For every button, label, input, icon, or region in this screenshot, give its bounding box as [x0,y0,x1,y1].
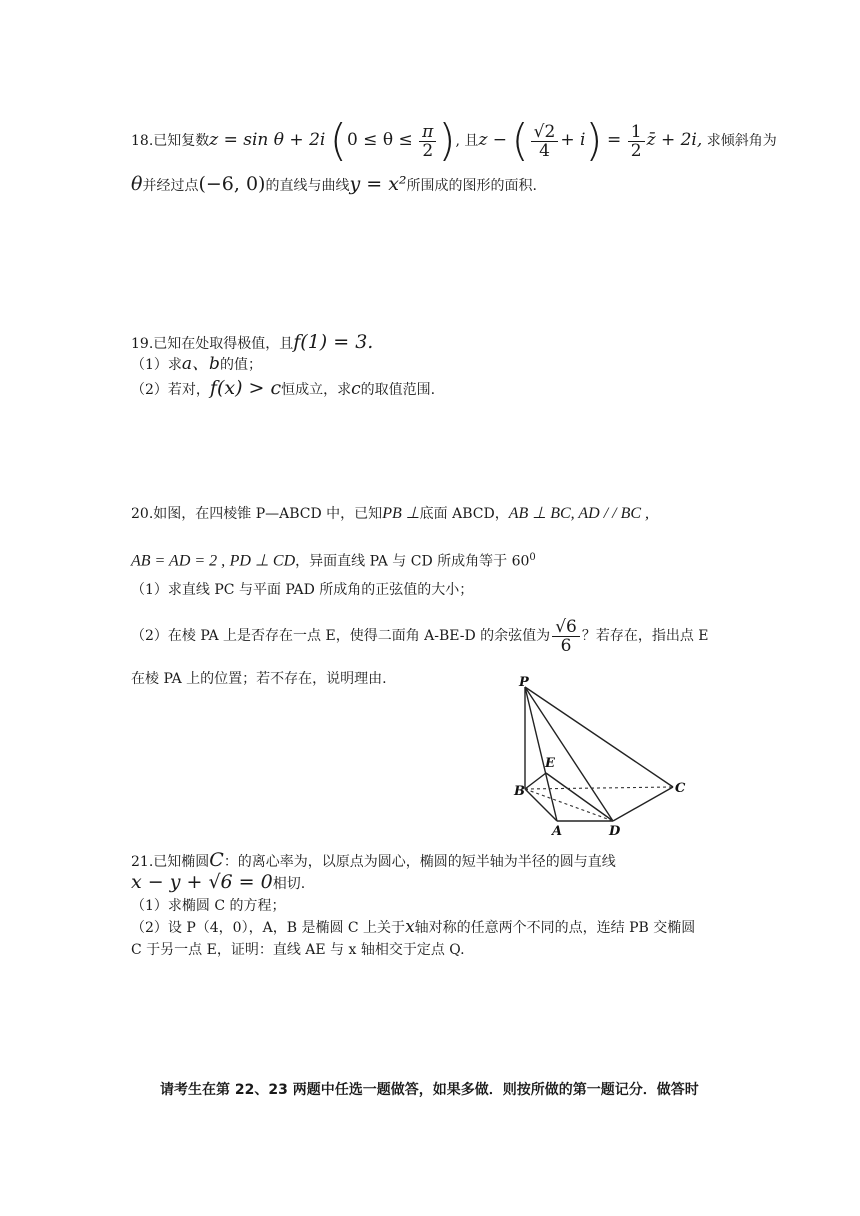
q19-l2-b: 的值； [219,357,262,373]
q21-l2-b: 相切. [272,876,306,892]
q20-pb: PB ⊥ [382,505,420,522]
q19-l3-d: 的取值范围. [360,382,436,398]
notice-text: 请考生在第 22、23 两题中任选一题做答，如果多做．则按所做的第一题记分．做答时 [160,1082,699,1098]
edge-bd-hidden [525,789,613,821]
q20-line-3: （1）求直线 PC 与平面 PAD 所成角的正弦值的大小； [131,582,474,598]
q20-sqrt6-over-6: $\frac{√6}{6}$ [552,618,580,655]
q18-l2-c: 所围成的图形的面积. [406,178,537,194]
q20-l1-b: 底面 ABCD， [419,506,509,522]
q19-line-2 [131,354,262,375]
q21-line-4 [131,917,695,938]
q19-f1: f(1) = 3. [293,331,374,353]
q20-cond: AB ⊥ BC, AD / / BC , [508,505,650,522]
edge-bc-hidden [525,787,673,789]
q21-l4-a: （2）设 P（4，0），A，B 是椭圆 C 上关于 [131,920,406,936]
q18-line-1: 18.已知复数z = sin θ + 2i (0 ≤ θ ≤ $\frac{\pi}{2}$ ), 且z − ( $\frac{√2}{4}$ + i) = $\frac{1}{2}$ z̄ + 2i, 求倾斜角为 [131,115,777,166]
q18-theta: θ [131,173,143,195]
q18-text-c: 求倾斜角为 [706,133,777,149]
q19-l1-a: 19.已知在处取得极值，且 [131,336,294,352]
q18-sqrt2-over-4: $\frac{√2}{4}$ [531,123,559,160]
edge-be [525,773,546,789]
label-e: E [545,756,555,771]
q18-l2-b: 的直线与曲线 [265,178,350,194]
q18-curve: y = x² [349,173,407,195]
edge-dc [613,787,673,821]
q18-l2-a: 并经过点 [142,178,199,194]
q18-point: (−6, 0) [198,173,266,195]
q19-line-3 [131,376,435,400]
label-d: D [609,824,621,839]
q21-l1-a: 21.已知椭圆 [131,854,210,870]
q21-line-5: C 于另一点 E，证明：直线 AE 与 x 轴相交于定点 Q. [131,942,465,958]
q18-plus-i: + i [560,130,586,150]
q19-c: c [351,379,361,399]
q20-l4-a: （2）在棱 PA 上是否存在一点 E，使得二面角 A-BE-D 的余弦值为 [131,628,551,644]
q20-line-1 [131,502,649,526]
q21-line-2 [131,870,305,894]
q18-text-b: , 且 [455,133,479,149]
q20-pd: PD ⊥ CD [229,552,296,570]
edge-ba [525,789,557,821]
q20-line-2 [131,546,536,570]
q19-l3-b: 恒成立，求 [281,382,352,398]
edge-pd [525,687,613,821]
q21-l4-b: 轴对称的任意两个不同的点，连结 PB 交椭圆 [414,920,696,936]
q21-l1-b: ：的离心率为，以原点为圆心，椭圆的短半轴为半径的圆与直线 [223,854,616,870]
q19-l2-a: （1）求 [131,357,182,373]
label-c: C [675,781,686,796]
q18-cond-open: 0 ≤ θ ≤ [346,130,413,150]
q18-expr-left: z − [478,130,508,150]
pyramid-figure [505,671,705,839]
q19-line-1 [131,330,373,354]
q18-eq: = [607,130,622,150]
q18-paren-close: ) [438,115,456,166]
q18-expr-z: z = sin θ + 2i [209,130,326,150]
q20-line-4 [131,614,709,658]
q18-zbar: z̄ + 2i, [646,130,703,150]
q21-c: C [209,849,224,871]
q18-text-a: 已知复数 [153,133,210,149]
q18-half: $\frac{1}{2}$ [628,123,645,160]
q21-x: x [405,917,415,937]
q20-degree: 0 [529,552,536,563]
q21-eq: x − y + √6 = 0 [131,871,273,893]
q18-number: 18. [131,133,154,149]
q18-paren-open: ( [329,115,347,166]
edge-pc [525,687,673,787]
edge-pa [525,687,557,821]
label-p: P [519,675,529,690]
q19-fx: f(x) > c [209,377,282,399]
q20-eq: AB = AD = 2 , [131,552,226,570]
edge-ed [546,773,613,821]
q21-line-3: （1）求椭圆 C 的方程； [131,898,286,914]
q18-line-2 [131,172,537,196]
q20-l1-a: 20.如图，在四棱锥 P—ABCD 中，已知 [131,506,383,522]
q20-l4-b: ？若存在，指出点 E [581,628,709,644]
q20-line-5: 在棱 PA 上的位置；若不存在，说明理由. [131,671,387,687]
label-a: A [552,824,563,839]
q20-l2-b: ，异面直线 PA 与 CD 所成角等于 60 [295,553,530,570]
q19-l3-a: （2）若对， [131,382,210,398]
q19-ab: a、b [181,354,220,374]
q21-line-1 [131,848,616,872]
q18-pi-over-2: $\frac{\pi}{2}$ [419,123,436,160]
label-b: B [514,784,525,799]
